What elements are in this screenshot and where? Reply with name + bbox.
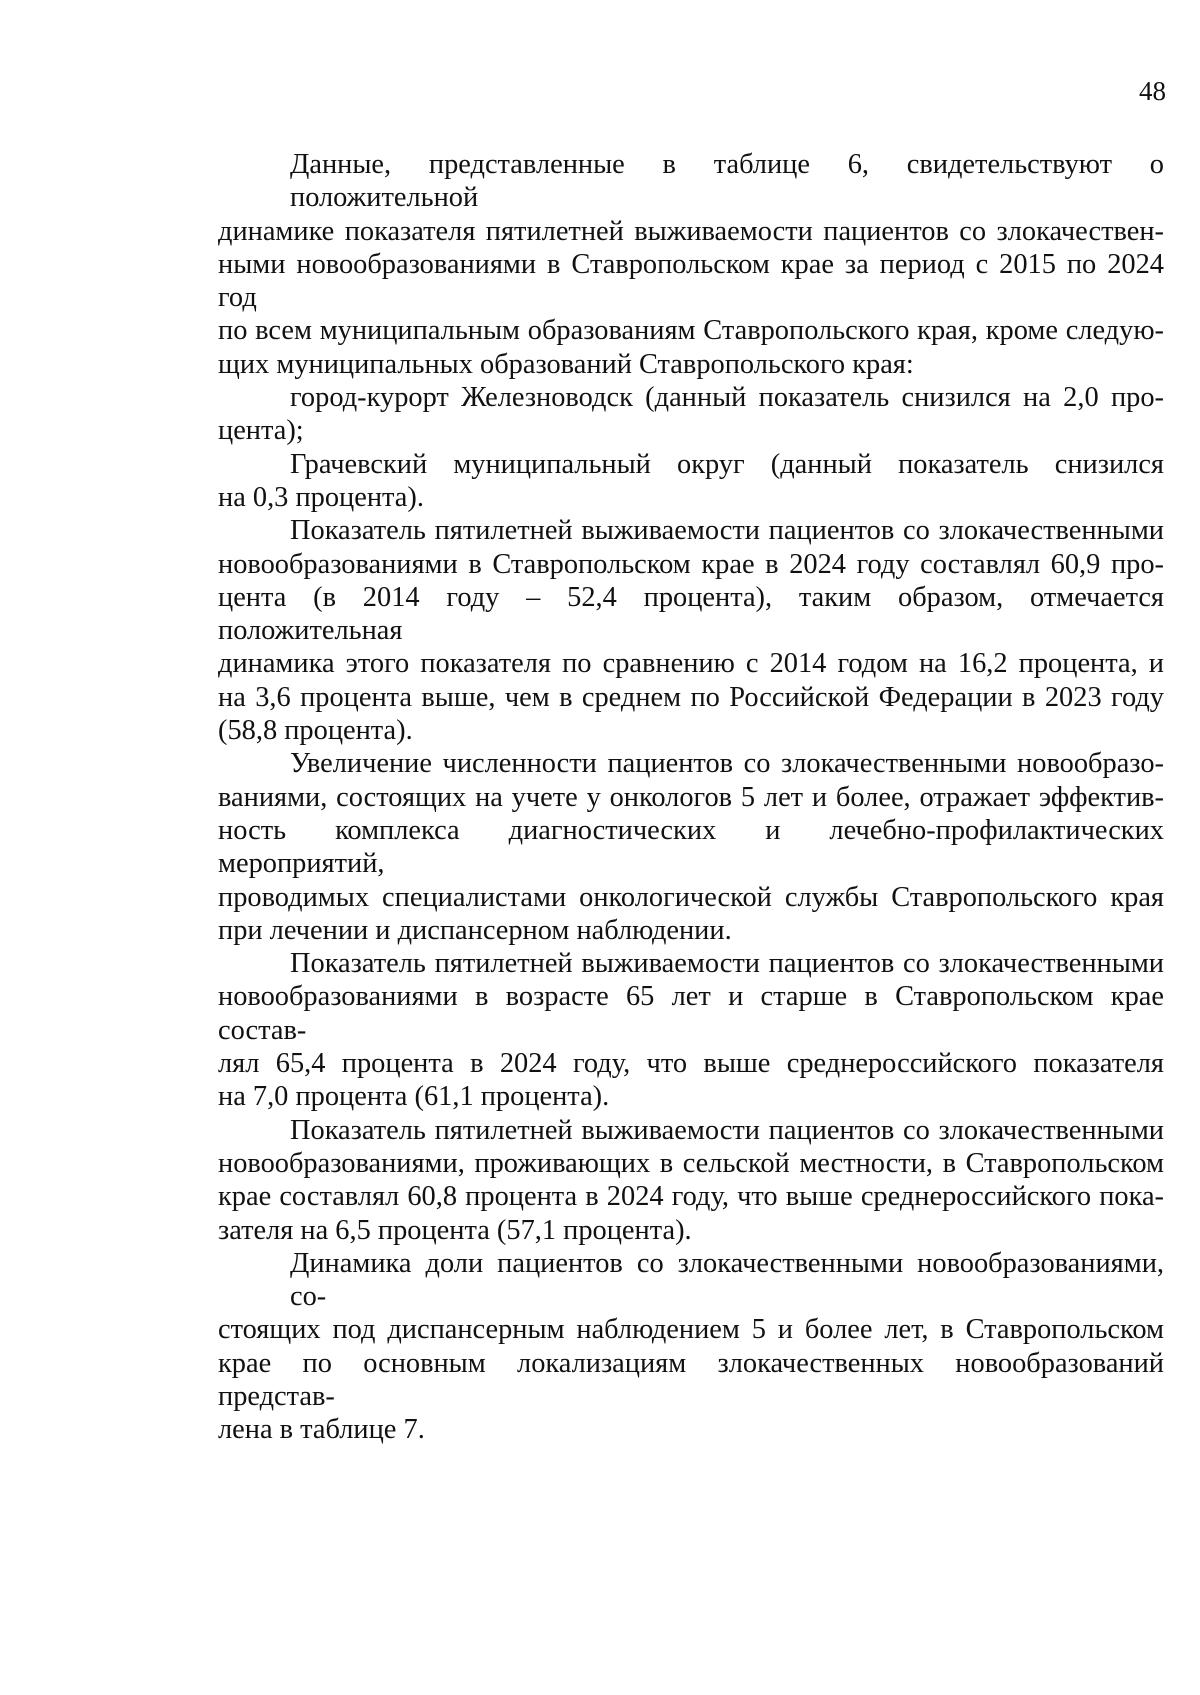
text-line: крае по основным локализациям злокачественных новообразований представ- (218, 1347, 1164, 1412)
text-line: Показатель пятилетней выживаемости пациентов со злокачественными (290, 948, 1164, 980)
text-line: проводимых специалистами онкологической службы Ставропольского края (218, 881, 1164, 913)
text-line: город-курорт Железноводск (данный показатель снизился на 2,0 про- (290, 382, 1164, 414)
text-line: при лечении и диспансерном наблюдении. (218, 914, 732, 946)
text-line: Показатель пятилетней выживаемости пациентов со злокачественными (290, 515, 1164, 547)
text-line: Показатель пятилетней выживаемости пациентов со злокачественными (290, 1114, 1164, 1146)
document-body (218, 148, 1164, 1447)
text-line: на 0,3 процента). (218, 481, 424, 513)
text-line: новообразованиями, проживающих в сельской местности, в Ставропольском (218, 1147, 1164, 1179)
text-line: лена в таблице 7. (218, 1414, 425, 1446)
text-line: Грачевский муниципальный округ (данный показатель снизился (290, 448, 1164, 480)
text-line: крае составлял 60,8 процента в 2024 году, что выше среднероссийского пока- (218, 1181, 1164, 1213)
text-line: Данные, представленные в таблице 6, свидетельствуют о положительной (290, 149, 1164, 214)
text-line: стоящих под диспансерным наблюдением 5 и более лет, в Ставропольском (218, 1314, 1164, 1346)
paragraph (218, 148, 1164, 381)
paragraph (218, 1114, 1164, 1247)
text-line: динамика этого показателя по сравнению с 2014 годом на 16,2 процента, и (218, 648, 1164, 680)
text-line: Динамика доли пациентов со злокачественными новообразованиями, со- (290, 1247, 1164, 1313)
text-line: цента); (218, 415, 304, 447)
text-line: по всем муниципальным образованиям Ставропольского края, кроме следую- (218, 315, 1164, 347)
text-line: зателя на 6,5 процента (57,1 процента). (218, 1214, 692, 1246)
text-line: (58,8 процента). (218, 715, 413, 747)
text-line: цента (в 2014 году – 52,4 процента), таким образом, отмечается положительная (218, 581, 1164, 647)
paragraph (218, 448, 1164, 515)
paragraph (218, 1247, 1164, 1447)
text-line: щих муниципальных образований Ставропольского края: (218, 348, 914, 380)
paragraph (218, 747, 1164, 947)
text-line: на 3,6 процента выше, чем в среднем по Российской Федерации в 2023 году (218, 681, 1164, 713)
text-line: динамике показателя пятилетней выживаемости пациентов со злокачествен- (218, 215, 1164, 247)
text-line: Увеличение численности пациентов со злокачественными новообразо- (290, 748, 1164, 780)
page-number: 48 (1139, 76, 1166, 106)
paragraph (218, 514, 1164, 747)
paragraph (218, 947, 1164, 1113)
text-line: на 7,0 процента (61,1 процента). (218, 1081, 610, 1113)
text-line: новообразованиями в Ставропольском крае в 2024 году составлял 60,9 про- (218, 548, 1164, 580)
text-line: лял 65,4 процента в 2024 году, что выше среднероссийского показателя (218, 1048, 1164, 1080)
text-line: новообразованиями в возрасте 65 лет и старше в Ставропольском крае состав- (218, 981, 1164, 1046)
text-line: ваниями, состоящих на учете у онкологов 5 лет и более, отражает эффектив- (218, 781, 1164, 813)
text-line: ными новообразованиями в Ставропольском крае за период с 2015 по 2024 год (218, 248, 1164, 314)
text-line: ность комплекса диагностических и лечебно-профилактических мероприятий, (218, 814, 1164, 880)
paragraph (218, 381, 1164, 448)
